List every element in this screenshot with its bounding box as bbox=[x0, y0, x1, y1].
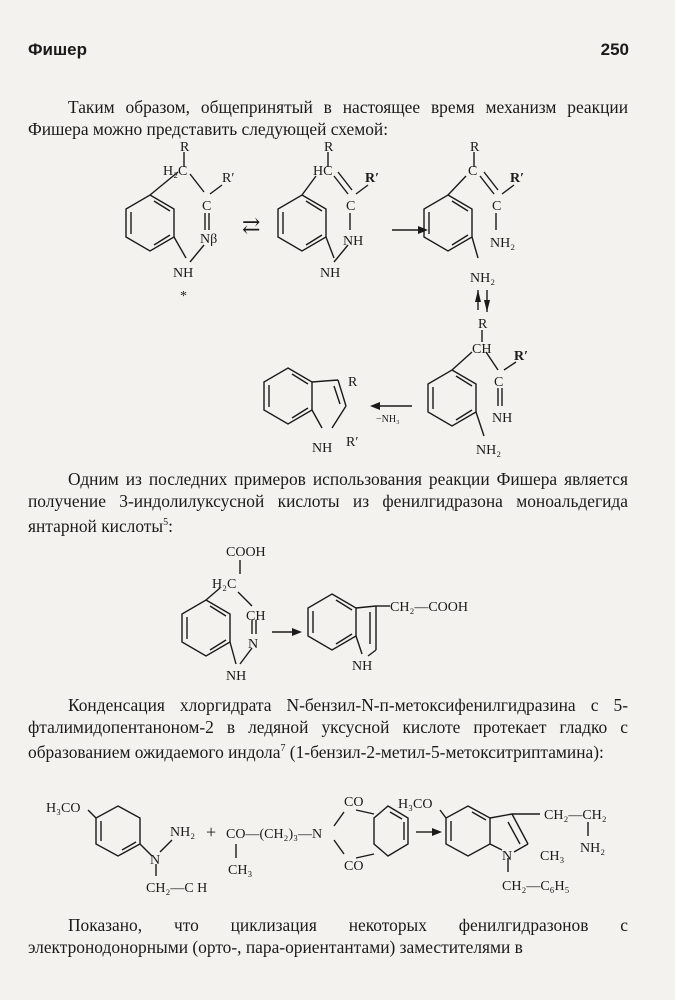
label-nh: NH bbox=[226, 669, 247, 684]
label-nh2: NH₂ bbox=[170, 825, 196, 840]
structure-aminal bbox=[428, 317, 528, 458]
paragraph-2: Одним из последних примеров использования реакции Фишера является получение 3-индолилуксусной кислоты из фенилгидразона моноальдегида янтарной кислоты$^5$: bbox=[28, 469, 628, 536]
label-nh2-b: NH₂ bbox=[470, 271, 496, 286]
scheme-indoleacetic-acid bbox=[0, 540, 675, 690]
label-r: R bbox=[324, 140, 334, 155]
label-c: C bbox=[202, 199, 212, 214]
structure-tryptamine bbox=[398, 797, 607, 894]
structure-hydrazone bbox=[126, 140, 234, 304]
label-rprime: R′ bbox=[346, 435, 359, 450]
label-nh: NH bbox=[312, 441, 333, 456]
label-nh: NH bbox=[173, 266, 194, 281]
label-h3co: H₃CO bbox=[398, 797, 433, 812]
paragraph-1: Таким образом, общепринятый в настоящее время механизм реакции Фишера можно представить следующей схемой: bbox=[28, 97, 628, 139]
scheme-fischer-mechanism bbox=[0, 130, 675, 470]
label-minus-nh3: −NH₃ bbox=[376, 414, 400, 425]
label-rprime: R′ bbox=[365, 171, 380, 186]
label-c: C bbox=[494, 375, 504, 390]
structure-benzylhydrazine bbox=[46, 801, 207, 896]
label-c1: C bbox=[468, 164, 478, 179]
page-number: 250 bbox=[600, 40, 629, 59]
label-benzyl: CH₂—C H bbox=[146, 881, 208, 896]
label-nh2: NH₂ bbox=[490, 236, 516, 251]
label-ch: CH bbox=[472, 342, 492, 357]
label-r: R bbox=[180, 140, 190, 155]
structure-phenylhydrazone bbox=[182, 545, 266, 684]
label-rprime: R′ bbox=[222, 171, 235, 186]
plus-sign: + bbox=[206, 822, 217, 842]
label-n-beta: Nβ bbox=[200, 232, 218, 247]
label-ch3: CH₃ bbox=[228, 863, 253, 878]
label-rprime: R′ bbox=[514, 349, 529, 364]
label-r: R bbox=[478, 317, 488, 332]
label-co-top: CO bbox=[344, 795, 364, 810]
label-chain: CH₂—CH₂ bbox=[544, 808, 607, 823]
label-nh: NH bbox=[352, 659, 373, 674]
label-ch: CH bbox=[246, 609, 266, 624]
paragraph-4: Показано, что циклизация некоторых фенилгидразонов с электронодонорными (орто-, пара-ориентантами) заместителями в bbox=[28, 915, 628, 957]
label-ch3: CH₃ bbox=[540, 849, 565, 864]
page-header bbox=[28, 40, 629, 60]
label-n: N bbox=[248, 637, 259, 652]
label-rprime: R′ bbox=[510, 171, 525, 186]
structure-indoleacetic bbox=[308, 594, 468, 674]
label-nh-2: NH bbox=[320, 266, 341, 281]
structure-phthalimidopentanone bbox=[226, 795, 408, 878]
running-title: Фишер bbox=[28, 40, 87, 59]
paragraph-3: Конденсация хлоргидрата N-бензил-N-п-метоксифенилгидразина с 5-фталимидопентаноном-2 в ледяной уксусной кислоте протекает гладко с образованием ожидаемого индола$^7$ (1-бензил-2-метил-5-метокситриптамина): bbox=[28, 695, 628, 762]
label-c2: C bbox=[492, 199, 502, 214]
label-cooh: COOH bbox=[226, 545, 266, 560]
label-nh: NH bbox=[492, 411, 513, 426]
label-n: N bbox=[502, 849, 513, 864]
label-n: N bbox=[150, 853, 161, 868]
label-benzyl: CH₂—C₆H₅ bbox=[502, 879, 570, 894]
structure-indole bbox=[264, 368, 358, 456]
structure-diimine bbox=[424, 140, 524, 286]
label-co-bottom: CO bbox=[344, 859, 364, 874]
equilibrium-arrow: ⇄ bbox=[242, 213, 261, 238]
label-r: R bbox=[470, 140, 480, 155]
label-chain: CH₂—COOH bbox=[390, 600, 468, 615]
label-nh2: NH₂ bbox=[580, 841, 606, 856]
label-hc: HC bbox=[313, 164, 333, 179]
scheme-tryptamine-synthesis bbox=[0, 792, 675, 902]
label-c: C bbox=[346, 199, 356, 214]
label-r: R bbox=[348, 375, 358, 390]
label-star: * bbox=[180, 289, 187, 304]
label-h3co: H₃CO bbox=[46, 801, 81, 816]
label-nh2: NH₂ bbox=[476, 443, 502, 458]
label-h2c: H₂C bbox=[163, 164, 188, 179]
label-h2c: H₂C bbox=[212, 577, 237, 592]
structure-enehydrazine bbox=[278, 140, 379, 281]
label-chain: CO—(CH₂)₃—N bbox=[226, 827, 323, 842]
label-nh-1: NH bbox=[343, 234, 364, 249]
